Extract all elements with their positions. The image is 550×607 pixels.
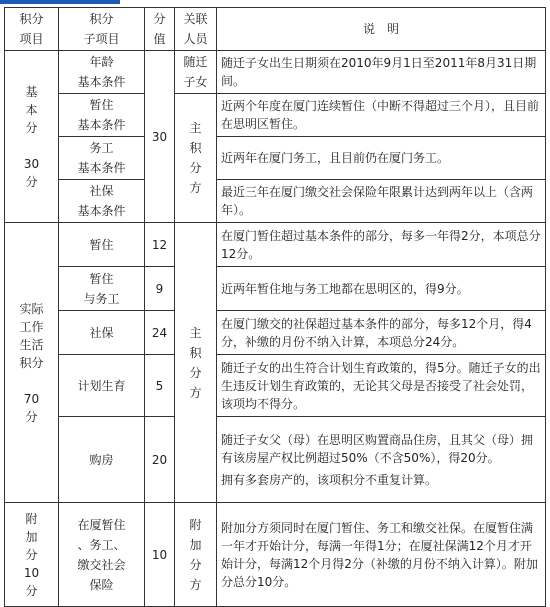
- description-note: 拥有多套房产的，该项积分不重复计算。: [221, 472, 438, 487]
- person-cell: 随迁 子女: [175, 51, 217, 94]
- table-row: [5, 94, 546, 137]
- description-cell: [217, 417, 546, 503]
- score-cell: 24: [145, 311, 175, 355]
- table-row: [5, 180, 546, 223]
- subitem-cell: 暂住: [59, 223, 145, 267]
- header-score: 分 值: [145, 8, 175, 51]
- header-accent-bar: [0, 0, 550, 6]
- score-cell: 12: [145, 223, 175, 267]
- header-person: 关联 人员: [175, 8, 217, 51]
- header-row: [5, 8, 546, 51]
- subitem-cell: 购房: [59, 417, 145, 503]
- description-cell: 近两年在厦门务工，且目前仍在厦门务工。: [217, 137, 546, 180]
- header-subitem: 积分 子项目: [59, 8, 145, 51]
- category-basic: 基 本 分 30 分: [5, 51, 59, 223]
- person-cell: 附 加 分 方: [175, 503, 217, 607]
- table-row: [5, 503, 546, 607]
- score-cell: 10: [145, 503, 175, 607]
- subitem-cell: 暂住 基本条件: [59, 94, 145, 137]
- table-row: [5, 223, 546, 267]
- person-cell: 主 积 分 方: [175, 94, 217, 223]
- score-cell: 20: [145, 417, 175, 503]
- points-table: [4, 7, 546, 607]
- category-additional: 附 加 分 10 分: [5, 503, 59, 607]
- description-cell: 近两个年度在厦门连续暂住（中断不得超过三个月），且目前在思明区暂住。: [217, 94, 546, 137]
- subitem-cell: 暂住 与务工: [59, 267, 145, 311]
- subitem-cell: 在厦暂住 、务工、 缴交社会 保险: [59, 503, 145, 607]
- table-row: [5, 417, 546, 503]
- description-cell: 随迁子女出生日期须在2010年9月1日至2011年8月31日期间。: [217, 51, 546, 94]
- table-row: [5, 51, 546, 94]
- table-row: [5, 311, 546, 355]
- category-actual: 实际 工作 生活 积分 70 分: [5, 223, 59, 503]
- header-category: 积分 项目: [5, 8, 59, 51]
- person-cell: 主 积 分 方: [175, 223, 217, 503]
- table-row: [5, 137, 546, 180]
- description-cell: 随迁子女的出生符合计划生育政策的，得5分。随迁子女的出生违反计划生育政策的，无论其父母是否接受了社会处罚，该项均不得分。: [217, 355, 546, 417]
- subitem-cell: 年龄 基本条件: [59, 51, 145, 94]
- score-cell: 9: [145, 267, 175, 311]
- subitem-cell: 计划生育: [59, 355, 145, 417]
- score-cell: 5: [145, 355, 175, 417]
- subitem-cell: 务工 基本条件: [59, 137, 145, 180]
- header-description: 说 明: [217, 8, 546, 51]
- subitem-cell: 社保 基本条件: [59, 180, 145, 223]
- description-cell: 附加分方须同时在厦门暂住、务工和缴交社保。在厦暂住满一年才开始计分，每满一年得1分；在厦社保满12个月才开始计分，每满12个月得2分（补缴的月份不纳入计算）。附加分总分10分。: [217, 503, 546, 607]
- description-cell: 近两年暂住地与务工地都在思明区的，得9分。: [217, 267, 546, 311]
- subitem-cell: 社保: [59, 311, 145, 355]
- score-cell: 30: [145, 51, 175, 223]
- table-row: [5, 267, 546, 311]
- description-cell: 最近三年在厦门缴交社会保险年限累计达到两年以上（含两年）。: [217, 180, 546, 223]
- description-cell: 在厦门缴交的社保超过基本条件的部分，每多12个月，得4分，补缴的月份不纳入计算，本项总分24分。: [217, 311, 546, 355]
- description-cell: 在厦门暂住超过基本条件的部分，每多一年得2分，本项总分12分。: [217, 223, 546, 267]
- table-row: [5, 355, 546, 417]
- description-text: 随迁子女父（母）在思明区购置商品住房，且其父（母）拥有该房屋产权比例超过50%（不含50%），得20分。: [221, 432, 534, 465]
